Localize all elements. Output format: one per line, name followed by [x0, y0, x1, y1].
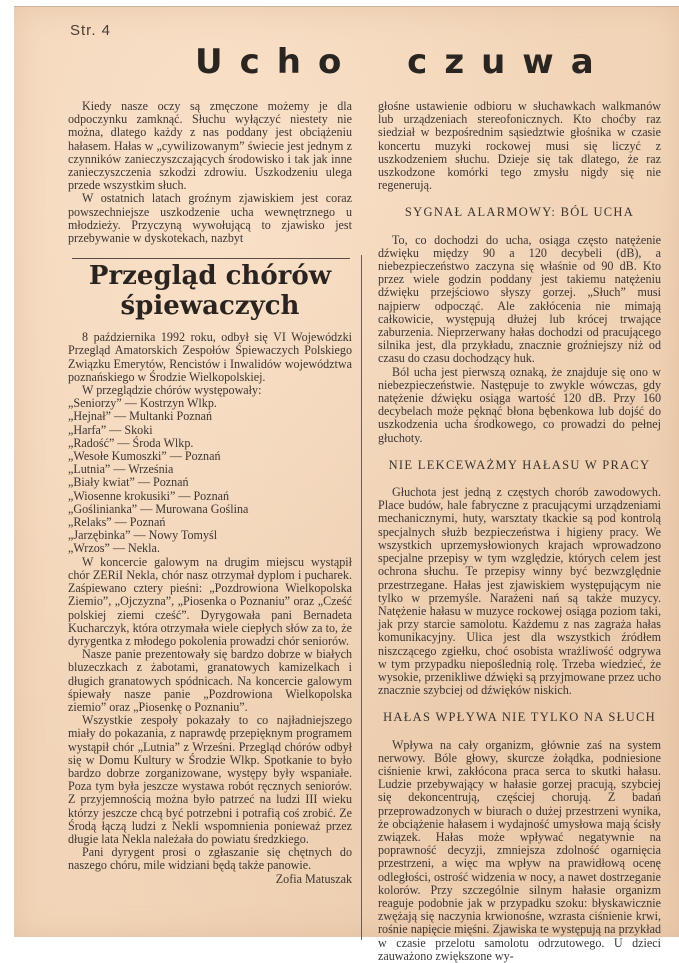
column-divider: [361, 255, 362, 940]
choir-item: „Jarzębinka” — Nowy Tomyśl: [68, 528, 218, 543]
choir-item: „Radość” — Środa Wlkp.: [68, 435, 194, 450]
headline-line: śpiewaczych: [120, 291, 300, 322]
continuation-paragraph: głośne ustawienie odbioru w słuchawkach walkmanów lub urządzeniach stereofonicznych. Kto choćby raz siedział w bezpośrednim sąsiedztwie głośnika w czasie koncertu muzyki rockowej musi się liczyć z uszkodzeniem słuchu. Dzieje się tak dlatego, że raz uszkodzone komórki tego zmysłu nigdy się nie regenerują.: [378, 99, 661, 193]
right-column: [378, 100, 661, 963]
choir-item: „Hejnał” — Multanki Poznań: [68, 409, 213, 424]
article-paragraph: Nasze panie prezentowały się bardzo dobrze w białych bluzeczkach z żabotami, granatowych kamizelkach i długich granatowych spódnicach. Na koncercie galowym śpiewały nasze panie „Pozdrowiona Wielkopolska ziemio” oraz „Piosenkę o Poznaniu”.: [68, 647, 352, 714]
section-heading: NIE LEKCEWAŻMY HAŁASU W PRACY: [388, 457, 651, 472]
page-number: Str. 4: [70, 22, 112, 39]
article-paragraph: 8 października 1992 roku, odbył się VI Wojewódzki Przegląd Amatorskich Zespołów Śpiewaczych Polskiego Związku Emerytów, Rencistów i Inwalidów województwa poznańskiego w Środzie Wielkopolskiej.: [68, 330, 352, 384]
section-paragraph: Wpływa na cały organizm, głównie zaś na system nerwowy. Bóle głowy, skurcze żołądka, podniesione ciśnienie krwi, zakłócona praca serca to skutki hałasu. Ludzie przebywający w hałasie gorzej pracują, szybciej się dekoncentrują, częściej chorują. Z badań przeprowadzonych w biurach o dużej przestrzeni wynika, że obciążenie hałasem i wydajność umysłowa mają ścisły związek. Hałas może wpływać negatywnie na poprawność decyzji, zmniejsza zdolność ogarnięcia przestrzeni, a więc ma wpływ na prawidłową ocenę odległości, ostrość widzenia w nocy, a nawet dostrzeganie kolorów. Przy szczególnie silnym hałasie organizm reaguje podobnie jak w przypadku szoku: błyskawicznie zwężają się naczynia krwionośne, wzrasta ciśnienie krwi, rośnie napięcie mięśni. Zjawiska te występują na przykład w czasie przelotu samolotu odrzutowego. U dzieci zauważono zwiększone wy-: [378, 737, 661, 963]
left-column: [68, 100, 352, 886]
choir-item: „Lutnia” — Września: [68, 462, 174, 477]
choir-list: [68, 397, 352, 555]
intro-paragraph: W ostatnich latach groźnym zjawiskiem jest coraz powszechniejsze uszkodzenie ucha wewnętrznego u młodzieży. Przyczyną wywołującą to zjawisko jest przebywanie w dyskotekach, nazbyt: [68, 191, 352, 246]
horizontal-divider: [72, 258, 350, 259]
article-paragraph: W koncercie galowym na drugim miejscu wystąpił chór ZERiI Nekla, chór nasz otrzymał dyplom i pucharek. Zaśpiewano cztery pieśni: „Pozdrowiona Wielkopolska Ziemio”, „Ojczyzna”, „Piosenka o Poznaniu” oraz „Cześć polskiej ziemi cześć”. Dyrygowała pani Bernadeta Kucharczyk, która otrzymała wiele ciepłych słów za to, że dyrygentka z młodego pokolenia prowadzi chór seniorów.: [68, 554, 352, 648]
section-paragraph: Głuchota jest jedną z częstych chorób zawodowych. Place budów, hale fabryczne z pracującymi urządzeniami mechanicznymi, huty, warsztaty tkackie są pod kontrolą specjalnych służb bezpieczeństwa i higieny pracy. We wszystkich uprzemysłowionych krajach wprowadzono specjalne przepisy w tym względzie, których celem jest ochrona słuchu. Te przepisy winny być bezwzględnie przestrzegane. Hałas jest zjawiskiem występującym nie tylko w przemyśle. Narażeni nań są także muzycy. Natężenie hałasu w muzyce rockowej osiąga poziom taki, jak przy starcie samolotu. Każdemu z nas zagraża hałas komunikacyjny. Ulica jest dla wszystkich źródłem niszczącego zgiełku, choć osobista wrażliwość odgrywa w tym przypadku niepoślednią rolę. Trzeba wiedzieć, że wysokie, przenikliwe dźwięki są przyjmowane przez ucho znacznie szybciej od dźwięków niskich.: [378, 485, 661, 698]
choir-item: „Goślinianka” — Murowana Goślina: [68, 501, 249, 516]
choir-item: „Harfa” — Skoki: [68, 422, 153, 437]
choir-item: „Biały kwiat” — Poznań: [68, 475, 189, 490]
section-heading: HAŁAS WPŁYWA NIE TYLKO NA SŁUCH: [383, 710, 656, 725]
masthead-title: Ucho czuwa: [195, 42, 611, 82]
article-headline: [68, 261, 352, 321]
choir-item: „Wiosenne krokusiki” — Poznań: [68, 488, 230, 503]
choir-item: „Seniorzy” — Kostrzyn Wlkp.: [68, 396, 217, 411]
section-paragraph: Ból ucha jest pierwszą oznaką, że znajduje się ono w niebezpieczeństwie. Następuje to zwykle wówczas, gdy natężenie dźwięku osiąga wartość 120 dB. Przy 160 decybelach może pęknąć błona bębenkowa lub dojść do uszkodzenia ucha środkowego, co prowadzi do pełnej głuchoty.: [378, 364, 661, 445]
section-paragraph: To, co dochodzi do ucha, osiąga często natężenie dźwięku między 90 a 120 decybeli (dB), a niebezpieczeństwo zaczyna się właśnie od 90 dB. Kto przez wiele godzin poddany jest takiemu natężeniu dźwięku przejściowo słyszy gorzej. „Słuch” musi najpierw odpocząć. Ale zakłócenia nie mimają całkowicie, występują dłużej lub krócej trwające zaburzenia. Nieprzerwany hałas dochodzi od pracującego silnika jest, dla przykładu, znacznie groźniejszy niż od czasu do czasu dochodzący huk.: [378, 232, 661, 366]
intro-paragraph: Kiedy nasze oczy są zmęczone możemy je dla odpoczynku zamknąć. Słuchu wyłączyć niestety nie można, dlatego każdy z nas poddany jest obciążeniu hałasem. Hałas w „cywilizowanym” świecie jest jednym z czynników zanieczyszczających środowisko i tak jak inne zanieczyszczenia szkodzi zdrowiu. Uszkodzeniu ulega przede wszystkim słuch.: [68, 99, 352, 193]
choir-item: „Relaks” — Poznań: [68, 515, 166, 530]
author-signature: Zofia Matuszak: [275, 871, 352, 886]
article-paragraph: Pani dyrygent prosi o zgłaszanie się chętnych do naszego chóru, mile widziani będą także panowie.: [68, 845, 352, 873]
choir-item: „Wesołe Kumoszki” — Poznań: [68, 449, 221, 464]
section-heading: SYGNAŁ ALARMOWY: BÓL UCHA: [404, 205, 635, 220]
choir-item: „Wrzos” — Nekla.: [68, 541, 160, 556]
list-intro: W przeglądzie chórów występowały:: [82, 383, 262, 398]
headline-line: Przegląd chórów: [88, 261, 332, 292]
article-paragraph: Wszystkie zespoły pokazały to co najładniejszego miały do pokazania, z naprawdę przepięknym programem wystąpił chór „Lutnia” z Wrześni. Przegląd chórów odbył się w Domu Kultury w Środzie Wlkp. Spotkanie to było bardzo dobrze zorganizowane, występy były wspaniałe. Poza tym była jeszcze wystawa robót ręcznych seniorów. Z przyjemnością można było patrzeć na ludzi III wieku którzy jeszcze chcą być potrzebni i potrafią coś zrobić. Ze Środą łączą ludzi z Nekli wspomnienia ponieważ przez długie lata Nekla należała do powiatu średzkiego.: [68, 713, 352, 846]
